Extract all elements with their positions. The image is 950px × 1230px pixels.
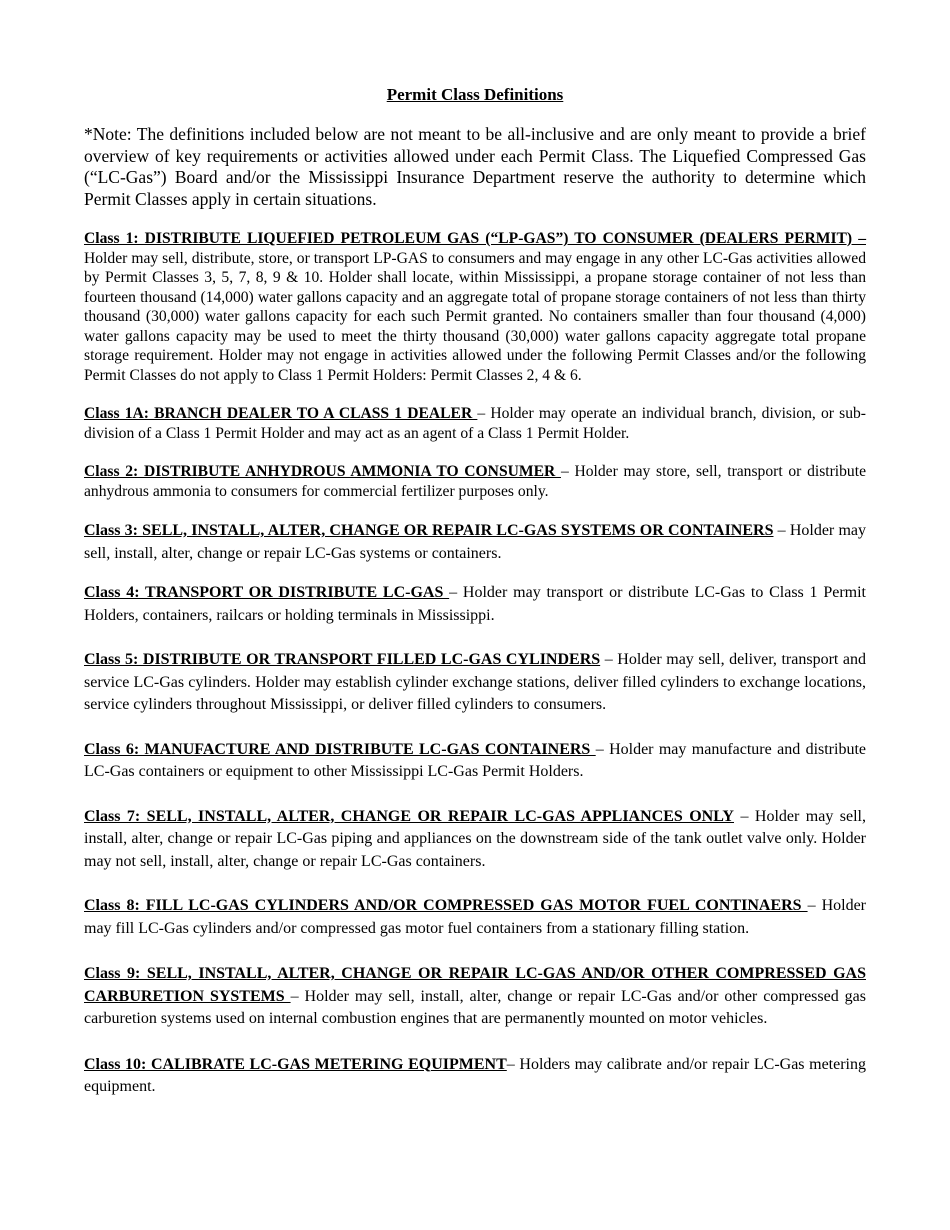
class-2-heading: Class 2: DISTRIBUTE ANHYDROUS AMMONIA TO CONSUMER	[84, 463, 561, 480]
disclaimer-note: *Note: The definitions included below are not meant to be all-inclusive and are only meant to provide a brief overview of key requirements or activities allowed under each Permit Class. The Liquefied Compressed Gas (“LC-Gas”) Board and/or the Mississippi Insurance Department reserve the authority to determine which Permit Classes apply in certain situations.	[84, 124, 866, 209]
class-5-definition	[84, 649, 866, 717]
class-7-text: – Holder may sell, install, alter, change or repair LC-Gas piping and appliances on the downstream side of the tank outlet valve only. Holder may not sell, install, alter, change or repair LC-Gas containers.	[84, 807, 867, 870]
class-5-text: – Holder may sell, deliver, transport and service LC-Gas cylinders. Holder may establish cylinder exchange stations, deliver filled cylinders to exchange locations, service cylinders throughout Mississippi, or deliver filled cylinders to consumers.	[84, 651, 867, 713]
class-9-text: – Holder may sell, install, alter, change or repair LC-Gas and/or other compressed gas carburetion systems used on internal combustion engines that are permanently mounted on motor vehicles.	[84, 987, 866, 1027]
class-7-heading: Class 7: SELL, INSTALL, ALTER, CHANGE OR REPAIR LC-GAS APPLIANCES ONLY	[84, 807, 734, 825]
class-5-heading: Class 5: DISTRIBUTE OR TRANSPORT FILLED LC-GAS CYLINDERS	[84, 651, 601, 668]
class-1a-text: – Holder may operate an individual branch, division, or sub-division of a Class 1 Permit Holder and may act as an agent of a Class 1 Permit Holder.	[84, 405, 866, 442]
class-8-text: – Holder may fill LC-Gas cylinders and/or compressed gas motor fuel containers from a stationary filling station.	[84, 897, 867, 937]
class-7-definition	[84, 806, 866, 874]
document-page	[84, 84, 866, 1099]
class-1a-definition	[84, 404, 866, 443]
class-8-heading: Class 8: FILL LC-GAS CYLINDERS AND/OR COMPRESSED GAS MOTOR FUEL CONTINAERS	[84, 897, 808, 914]
class-6-text: – Holder may manufacture and distribute LC-Gas containers or equipment to other Mississippi LC-Gas Permit Holders.	[84, 740, 867, 780]
class-3-text: – Holder may sell, install, alter, change or repair LC-Gas systems or containers.	[84, 522, 866, 562]
class-6-definition	[84, 739, 866, 784]
class-8-definition	[84, 895, 866, 940]
class-4-heading: Class 4: TRANSPORT OR DISTRIBUTE LC-GAS	[84, 584, 450, 601]
class-10-definition	[84, 1054, 866, 1099]
class-9-heading: Class 9: SELL, INSTALL, ALTER, CHANGE OR REPAIR LC-GAS AND/OR OTHER COMPRESSED GAS CARBURETION SYSTEMS	[84, 965, 866, 1005]
class-3-definition	[84, 520, 866, 565]
class-4-text: – Holder may transport or distribute LC-Gas to Class 1 Permit Holders, containers, railcars or holding terminals in Mississippi.	[84, 584, 866, 624]
class-1-text: Holder may sell, distribute, store, or transport LP-GAS to consumers and may engage in any other LC-Gas activities allowed by Permit Classes 3, 5, 7, 8, 9 & 10. Holder shall locate, within Mississippi, a propane storage container of not less than fourteen thousand (14,000) water gallons capacity and an aggregate total of propane storage containers of not less than thirty thousand (30,000) water gallons capacity for each such Permit granted. No containers smaller than four thousand (4,000) water gallons capacity may be used to meet the thirty thousand (30,000) water gallons capacity aggregate total propane storage requirement. Holder may not engage in activities allowed under the following Permit Classes and/or the following Permit Classes do not apply to Class 1 Permit Holders: Permit Classes 2, 4 & 6.	[84, 249, 866, 384]
class-10-heading: Class 10: CALIBRATE LC-GAS METERING EQUIPMENT	[84, 1055, 507, 1073]
class-2-text: – Holder may store, sell, transport or distribute anhydrous ammonia to consumers for commercial fertilizer purposes only.	[84, 463, 866, 500]
class-3-heading: Class 3: SELL, INSTALL, ALTER, CHANGE OR REPAIR LC-GAS SYSTEMS OR CONTAINERS	[84, 522, 774, 539]
class-9-definition	[84, 963, 866, 1031]
class-4-definition	[84, 582, 866, 627]
class-1-definition	[84, 229, 866, 385]
class-2-definition	[84, 462, 866, 501]
class-10-text: – Holders may calibrate and/or repair LC-Gas metering equipment.	[84, 1055, 866, 1095]
class-6-heading: Class 6: MANUFACTURE AND DISTRIBUTE LC-GAS CONTAINERS	[84, 740, 596, 758]
class-1a-heading: Class 1A: BRANCH DEALER TO A CLASS 1 DEALER	[84, 405, 478, 422]
class-1-heading: Class 1: DISTRIBUTE LIQUEFIED PETROLEUM GAS (“LP-GAS”) TO CONSUMER (DEALERS PERMIT) –	[84, 230, 866, 247]
page-title: Permit Class Definitions	[386, 85, 564, 104]
